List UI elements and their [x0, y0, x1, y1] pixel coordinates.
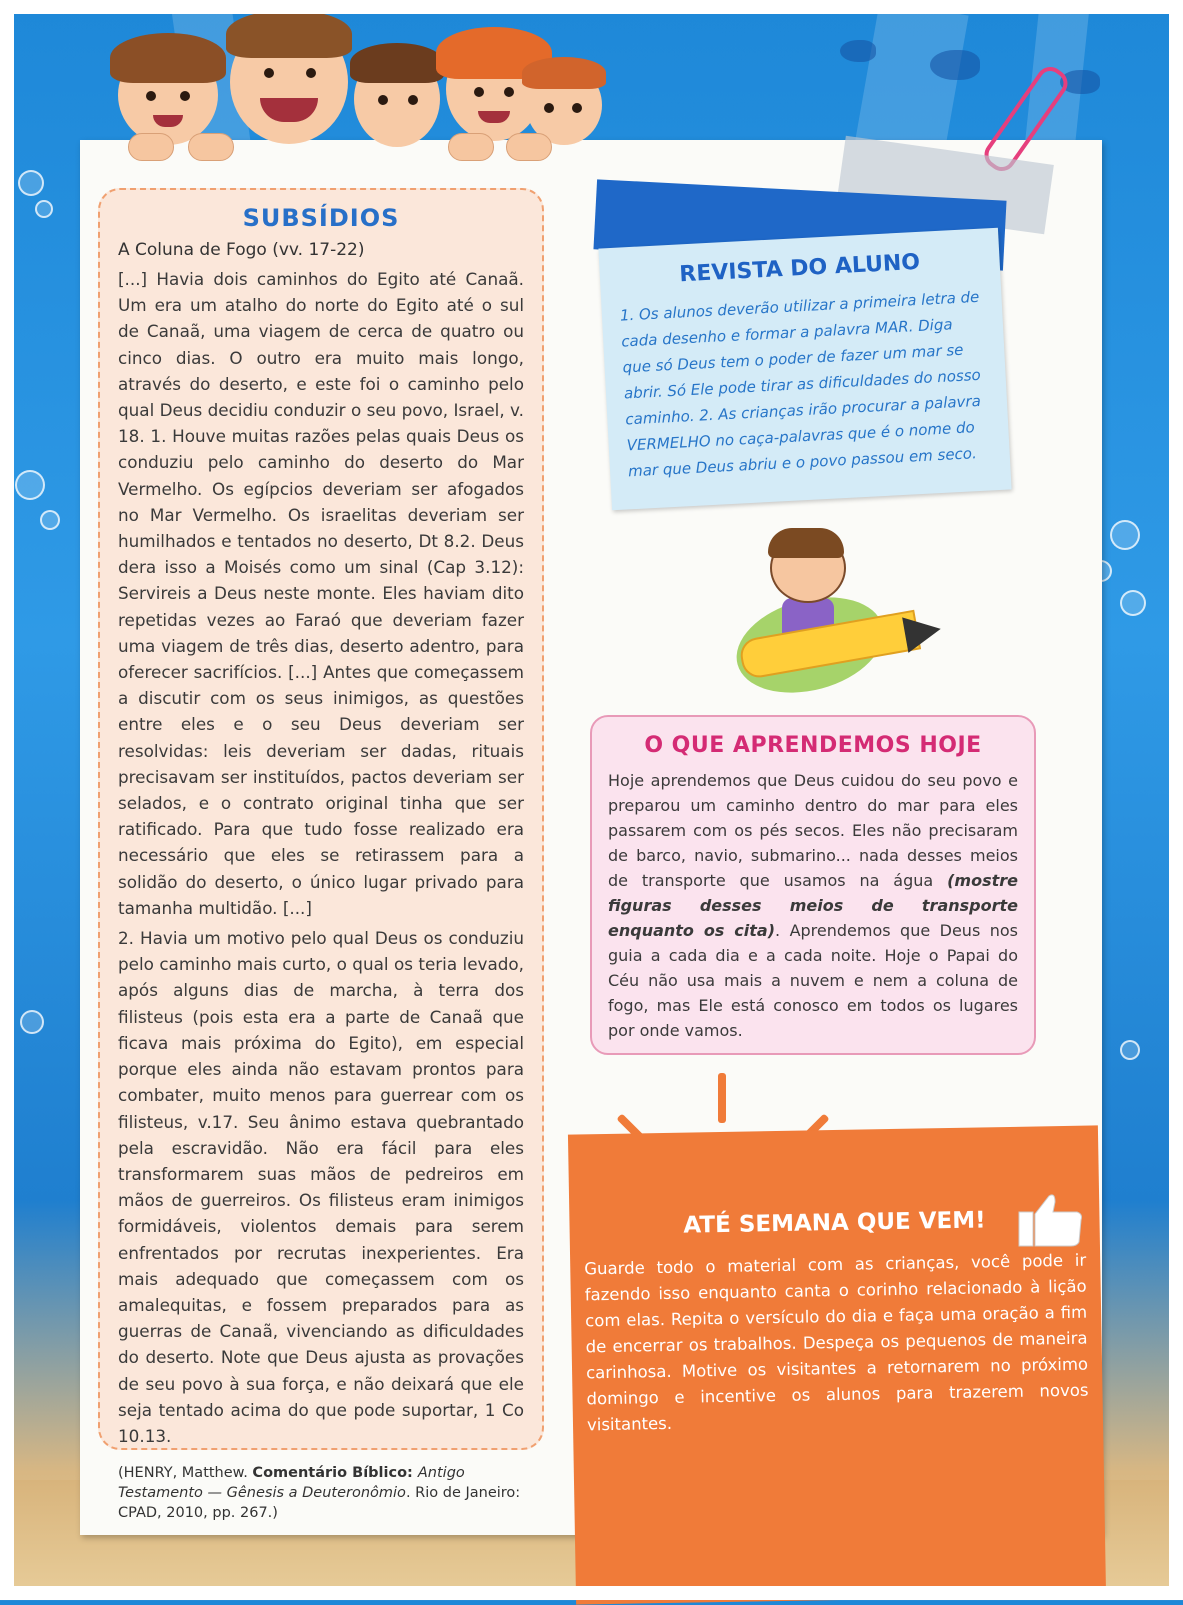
- ref-subtitle: Antigo Testamento — Gênesis a Deuteronômio: [118, 1465, 465, 1502]
- aprendemos-text: [608, 768, 1018, 1043]
- bubble-decoration: [35, 200, 53, 218]
- revista-title: REVISTA DO ALUNO: [678, 249, 921, 288]
- bubble-decoration: [40, 510, 60, 530]
- subsidios-subtitle: A Coluna de Fogo (vv. 17-22): [118, 240, 365, 260]
- ref-author: (HENRY, Matthew.: [118, 1465, 253, 1482]
- bibliographic-reference: [118, 1463, 524, 1523]
- ate-semana-text: Guarde todo o material com as crianças, você pode ir fazendo isso enquanto canta o corinho relacionado à lição com elas. Repita o versículo do dia e faça uma oração a fim de encerrar os trabalhos. Despeça os pequenos de maneira carinhosa. Motive os visitantes a retornarem no próximo domingo e incentive os alunos para trazerem novos visitantes.: [584, 1250, 1089, 1435]
- fish-silhouette: [930, 50, 980, 80]
- aprendemos-instruction: (mostre figuras desses meios de transporte enquanto os cita): [608, 871, 1018, 940]
- aprendemos-text-part: Hoje aprendemos que Deus cuidou do seu povo e preparou um caminho dentro do mar para eles passarem com os pés secos. Eles não precisaram de barco, navio, submarino... nada desses meios de transporte que usamos na água: [608, 771, 1018, 890]
- kid-girl-face: [118, 45, 218, 145]
- kid-boy-thinking-face: [354, 51, 440, 147]
- bubble-decoration: [20, 1010, 44, 1034]
- kids-illustration: [108, 15, 628, 165]
- hand-decoration: [506, 133, 552, 161]
- aprendemos-text-part: . Aprendemos que Deus nos guia a cada dia e a cada noite. Hoje o Papai do Céu não usa mais a nuvem e nem a coluna de fogo, mas Ele está conosco em todos os lugares por onde vamos.: [608, 921, 1018, 1040]
- bubble-decoration: [18, 170, 44, 196]
- fish-silhouette: [840, 40, 876, 62]
- ref-title: Comentário Bíblico:: [252, 1465, 418, 1482]
- subsidios-paragraph-2: 2. Havia um motivo pelo qual Deus os conduziu pelo caminho mais curto, o qual os teria levado, após alguns dias de marcha, à terra dos filisteus (pois esta era a parte de Canaã que ficava mais próxima do Egito), em especial porque eles ainda não estavam prontos para combater, muito menos para guerrear com os filisteus, v.17. Seu ânimo estava quebrantado pela escravidão. Não era fácil para eles transformarem suas mãos de pedreiros em mãos de guerreiros. Os filisteus eram inimigos formidáveis, violentos demais para serem enfrentados por recrutas inexperientes. Era mais adequado que começassem com os amalequitas, e fossem preparados para as guerras de Canaã, vivenciando as dificuldades do deserto. Note que Deus ajusta as provações de seu povo à sua força, e não deixará que ele seja tentado acima do que pode suportar, 1 Co 10.13.: [118, 928, 524, 1446]
- bubble-decoration: [1110, 520, 1140, 550]
- bubble-decoration: [15, 470, 45, 500]
- bubble-decoration: [1120, 590, 1146, 616]
- sun-ray: [718, 1073, 726, 1123]
- subsidios-paragraph-1: [...] Havia dois caminhos do Egito até Canaã. Um era um atalho do norte do Egito até o sul de Canaã, uma viagem de cerca de quatro ou cinco dias. O outro era muito mais longo, através do deserto, e este foi o caminho pelo qual Deus decidiu conduzir o seu povo, Israel, v. 18. 1. Houve muitas razões pelas quais Deus os conduziu pelo caminho do deserto do Mar Vermelho. Os egípcios deveriam ser afogados no Mar Vermelho. Os israelitas deveriam ser humilhados e tentados no deserto, Dt 8.2. Deus dera isso a Moisés como um sinal (Cap 3.12): Servireis a Deus neste monte. Eles haviam dito repetidas vezes ao Faraó que deveriam fazer uma viagem de três dias, deserto adentro, para oferecer sacrifícios. [...] Antes que começassem a discutir com os seus inimigos, as questões entre eles e o seu Deus deveriam ser resolvidas: leis deveriam ser dadas, rituais precisavam ser instituídos, pactos deveriam ser selados, e o contrato original tinha que ser ratificado. Para que tudo fosse realizado era necessário que eles se retirassem para a solidão do deserto, o único lugar privado para tamanha multidão. [...]: [118, 269, 524, 918]
- bubble-decoration: [1120, 1040, 1140, 1060]
- hand-decoration: [448, 133, 494, 161]
- pencil-tip: [902, 611, 944, 653]
- revista-do-aluno-card: [598, 228, 1011, 511]
- boy-hair: [768, 528, 844, 558]
- o-que-aprendemos-box: [590, 715, 1036, 1055]
- thumbs-up-icon: [1015, 1190, 1085, 1250]
- hand-decoration: [188, 133, 234, 161]
- revista-text: 1. Os alunos deverão utilizar a primeira letra de cada desenho e formar a palavra MAR. Diga que só Deus tem o poder de fazer um mar se abrir. Só Ele pode tirar as dificuldades do nosso caminho. 2. As crianças irão procurar a palavra VERMELHO no caça-palavras que é o nome do mar que Deus abriu e o povo passou em seco.: [619, 287, 982, 481]
- kid-redhead-face: [446, 37, 542, 141]
- subsidios-box: [98, 188, 544, 1522]
- subsidios-title: SUBSÍDIOS: [242, 204, 400, 232]
- ate-semana-title: ATÉ SEMANA QUE VEM!: [683, 1207, 986, 1239]
- hand-decoration: [128, 133, 174, 161]
- aprendemos-title: O QUE APRENDEMOS HOJE: [644, 733, 982, 758]
- kid-boy-face: [230, 20, 348, 144]
- ref-publisher: . Rio de Janeiro: CPAD, 2010, pp. 267.): [118, 1485, 521, 1522]
